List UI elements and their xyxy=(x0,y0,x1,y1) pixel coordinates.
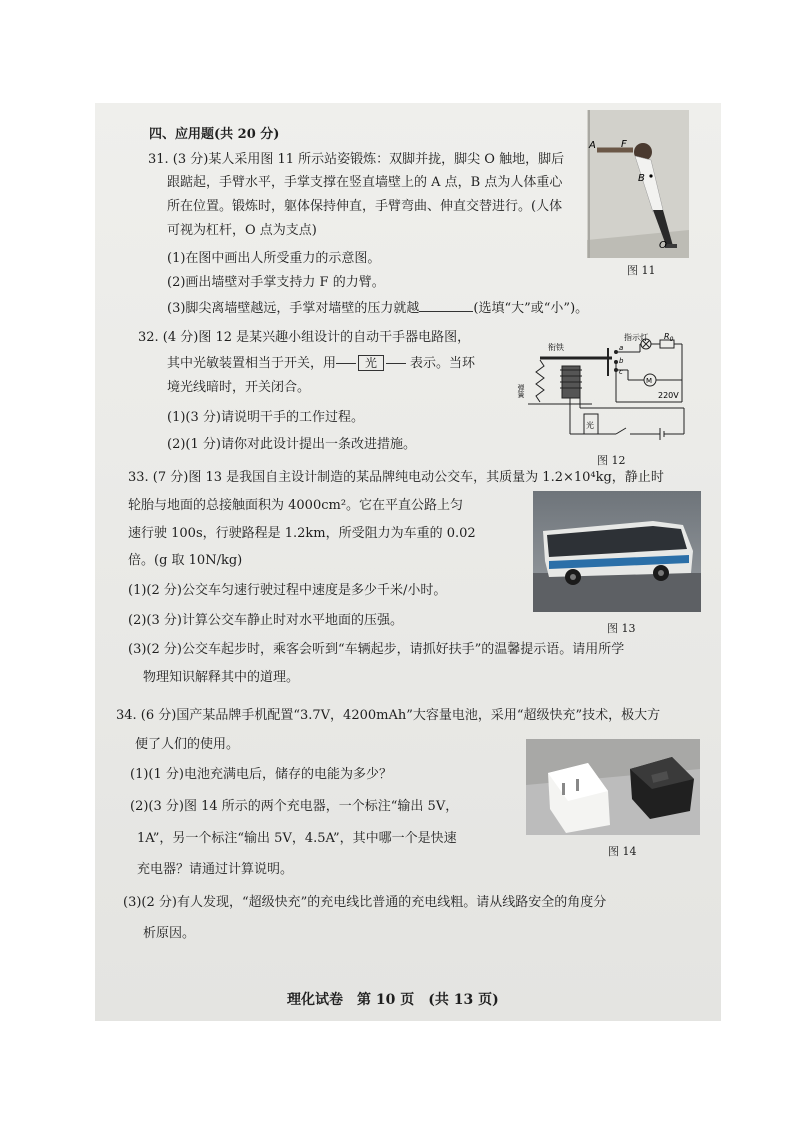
section-title: 四、应用题(共 20 分) xyxy=(149,127,280,142)
q34-line-2: 便了人们的使用。 xyxy=(135,737,240,752)
label-a: A xyxy=(589,140,596,151)
page-footer: 理化试卷 第 10 页 (共 13 页) xyxy=(287,992,499,1008)
q33-line-2: 轮胎与地面的总接触面积为 4000cm²。它在平直公路上匀 xyxy=(128,498,464,513)
q33-line-3: 速行驶 100s，行驶路程是 1.2km，所受阻力为车重的 0.02 xyxy=(128,526,476,541)
q34-sub-3a: (3)(2 分)有人发现，“超级快充”的充电线比普通的充电线粗。请从线路安全的角度分 xyxy=(123,895,607,910)
q32-line-2: 其中光敏装置相当于开关，用 光 表示。当环 xyxy=(167,356,476,371)
answer-blank[interactable] xyxy=(419,299,473,312)
figure-13-bus-photo xyxy=(533,491,701,612)
q31-sub-2: (2)画出墙壁对手掌支持力 F 的力臂。 xyxy=(167,275,385,290)
q31-line-2: 跟踮起，手臂水平，手掌支撑在竖直墙壁上的 A 点，B 点为人体重心 xyxy=(167,175,563,190)
q32-sub-2: (2)(1 分)请你对此设计提出一条改进措施。 xyxy=(167,437,416,452)
figure-11-photo xyxy=(587,110,689,258)
label-voltage: 220V xyxy=(658,391,679,400)
q32-sub-1: (1)(3 分)请说明干手的工作过程。 xyxy=(167,410,364,425)
label-indicator-lamp: 指示灯 xyxy=(624,333,648,342)
label-light-sensor: 光 xyxy=(586,421,594,430)
label-r0: $R_0$ xyxy=(664,332,674,343)
label-c-contact: c xyxy=(619,368,623,376)
figure-13-caption: 图 13 xyxy=(607,622,636,635)
q31-sub-1: (1)在图中画出人所受重力的示意图。 xyxy=(167,251,381,266)
label-b-contact: b xyxy=(619,357,624,365)
q33-line-1: 33. (7 分)图 13 是我国自主设计制造的某品牌纯电动公交车，其质量为 1.2×10⁴kg，静止时 xyxy=(128,470,664,485)
q33-sub-1: (1)(2 分)公交车匀速行驶过程中速度是多少千米/小时。 xyxy=(128,583,447,598)
label-f: F xyxy=(621,139,627,150)
light-switch-symbol: 光 xyxy=(358,355,384,371)
label-o: O xyxy=(659,240,667,251)
q34-sub-2c: 充电器？请通过计算说明。 xyxy=(137,862,294,877)
label-motor: M xyxy=(646,377,653,385)
q33-sub-2: (2)(3 分)计算公交车静止时对水平地面的压强。 xyxy=(128,613,403,628)
q32-line-3: 境光线暗时，开关闭合。 xyxy=(167,380,311,395)
q32-line-1: 32. (4 分)图 12 是某兴趣小组设计的自动干手器电路图， xyxy=(138,330,471,345)
figure-12-caption: 图 12 xyxy=(597,454,626,467)
q31-sub-3: (3)脚尖离墙壁越远，手掌对墙壁的压力就越 (选填“大”或“小”)。 xyxy=(167,301,589,316)
label-armature: 衔铁 xyxy=(548,343,564,352)
figure-14-chargers-photo xyxy=(526,739,700,835)
q34-sub-2b: 1A”，另一个标注“输出 5V，4.5A”，其中哪一个是快速 xyxy=(137,831,457,846)
label-spring: 弹簧 xyxy=(517,384,525,398)
figure-12-circuit xyxy=(517,332,692,448)
q33-sub-3a: (3)(2 分)公交车起步时，乘客会听到“车辆起步，请抓好扶手”的温馨提示语。请用所学 xyxy=(128,642,625,657)
label-b: B xyxy=(638,173,645,184)
q34-line-1: 34. (6 分)国产某品牌手机配置“3.7V，4200mAh”大容量电池，采用“超级快充”技术，极大方 xyxy=(116,708,661,723)
q34-sub-3b: 析原因。 xyxy=(143,926,196,941)
label-a-contact: a xyxy=(619,344,624,352)
figure-14-caption: 图 14 xyxy=(608,845,637,858)
q31-line-3: 所在位置。锻炼时，躯体保持伸直，手臂弯曲、伸直交替进行。(人体 xyxy=(167,199,563,214)
q34-sub-1: (1)(1 分)电池充满电后，储存的电能为多少？ xyxy=(130,767,392,782)
q33-line-4: 倍。(g 取 10N/kg) xyxy=(128,553,243,568)
figure-11-caption: 图 11 xyxy=(627,264,656,277)
q34-sub-2a: (2)(3 分)图 14 所示的两个充电器，一个标注“输出 5V， xyxy=(130,799,459,814)
q31-line-4: 可视为杠杆，O 点为支点) xyxy=(167,223,317,238)
q33-sub-3b: 物理知识解释其中的道理。 xyxy=(143,670,300,685)
q31-line-1: 31. (3 分)某人采用图 11 所示站姿锻炼：双脚并拢，脚尖 O 触地，脚后 xyxy=(148,152,565,167)
